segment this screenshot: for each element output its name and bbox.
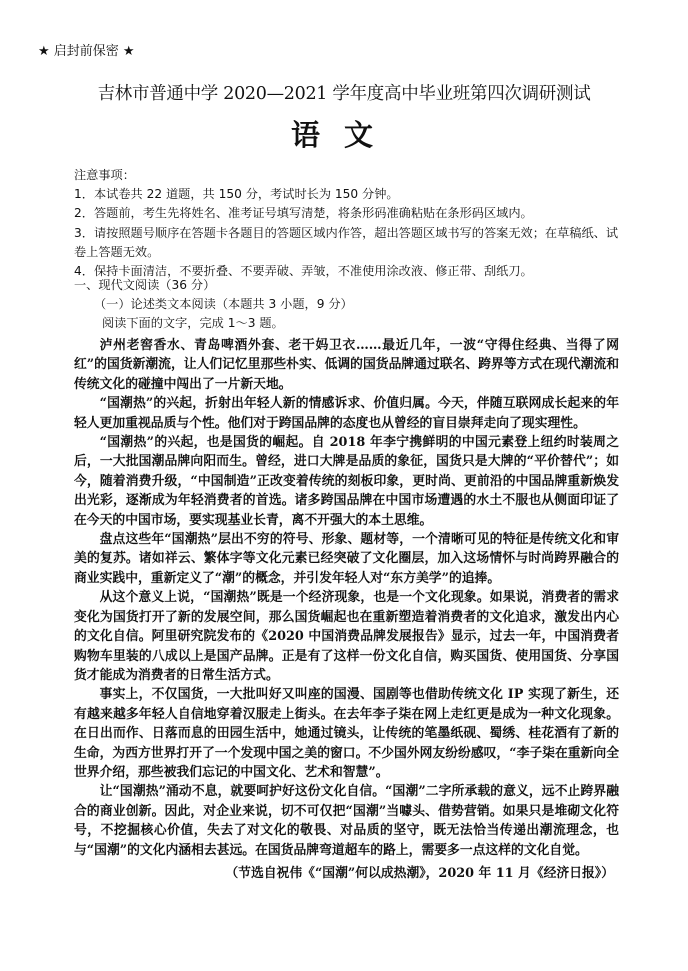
article-source: （节选自祝伟《“国潮”何以成热潮》，2020 年 11 月《经济日报》） [225,866,614,881]
notice-item: 2．答题前，考生先将姓名、准考证号填写清楚，将条形码准确粘贴在条形码区域内。 [74,206,533,221]
notice-item: 1．本试卷共 22 道题，共 150 分，考试时长为 150 分钟。 [74,187,399,202]
article-paragraph: “国潮热”的兴起，也是国货的崛起。自 2018 年李宁携鲜明的中国元素登上纽约时装周之后，一大批国潮品牌向阳而生。曾经，进口大牌是品质的象征，国货只是大牌的“平价替代”；如今，随着消费升级，“中国制造”正改变着传统的刻板印象，更时尚、更前沿的中国品牌重新焕发出光彩，逐渐成为年轻消费者的首选。诸多跨国品牌在中国市场遭遇的水土不服也从侧面印证了在今天的中国市场，要实现基业长青，离不开强大的本土思维。 [74,435,619,528]
notice-item: 3．请按照题号顺序在答题卡各题目的答题区域内作答，超出答题区域书写的答案无效；在草稿纸、试卷上答题无效。 [74,225,619,259]
notice-title: 注意事项： [74,168,135,182]
exam-title: 吉林市普通中学 2020—2021 学年度高中毕业班第四次调研测试 [97,84,591,104]
subject-title: 语文 [290,118,397,152]
article-paragraph: 盘点这些年“国潮热”层出不穷的符号、形象、题材等，一个清晰可见的特征是传统文化和审美的复苏。诸如祥云、繁体字等文化元素已经突破了文化圈层，加入这场情怀与时尚跨界融合的商业实践中，重新定义了“潮”的概念，并引发年轻人对“东方美学”的追捧。 [74,532,619,586]
notice-item: 4．保持卡面清洁，不要折叠、不要弄破、弄皱，不准使用涂改液、修正带、刮纸刀。 [74,264,533,279]
article-paragraph: 让“国潮热”涌动不息，就要呵护好这份文化自信。“国潮”二字所承载的意义，远不止跨界融合的商业创新。因此，对企业来说，切不可仅把“国潮”当噱头、借势营销。如果只是堆砌文化符号，不挖掘核心价值，失去了对文化的敬畏、对品质的坚守，既无法恰当传递出潮流理念，也与“国潮”的文化内涵相去甚远。在国货品牌弯道超车的路上，需要多一点这样的文化自觉。 [74,784,619,858]
confidential-label: ★ 启封前保密 ★ [38,44,135,59]
article-paragraph: 事实上，不仅国货，一大批叫好又叫座的国漫、国剧等也借助传统文化 IP 实现了新生，还有越来越多年轻人自信地穿着汉服走上街头。在去年李子柒在网上走红更是成为一种文化现象。在日出而作、日落而息的田园生活中，她通过镜头，让传统的笔墨纸砚、蜀绣、桂花酒有了新的生命，为西方世界打开了一个发现中国之美的窗口。不少国外网友纷纷感叹，“李子柒在重新向全世界介绍，那些被我们忘记的中国文化、艺术和智慧”。 [74,687,619,780]
article-paragraph: 从这个意义上说，“国潮热”既是一个经济现象，也是一个文化现象。如果说，消费者的需求变化为国货打开了新的发展空间，那么国货崛起也在重新塑造着消费者的文化追求，激发出内心的文化自信。阿里研究院发布的《2020 中国消费品牌发展报告》显示，过去一年，中国消费者购物车里装的八成以上是国产品牌。正是有了这样一份文化自信，购买国货、使用国货、分享国货才能成为消费者的日常生活方式。 [74,590,619,683]
article-paragraph: “国潮热”的兴起，折射出年轻人新的情感诉求、价值归属。今天，伴随互联网成长起来的年轻人更加重视品质与个性。他们对于跨国品牌的态度也从曾经的盲目崇拜走向了现实理性。 [74,396,619,431]
article-paragraph: 泸州老窖香水、青岛啤酒外套、老干妈卫衣……最近几年，一波“守得住经典、当得了网红”的国货新潮流，让人们记忆里那些朴实、低调的国货品牌通过联名、跨界等方式在现代潮流和传统文化的碰撞中闯出了一片新天地。 [74,338,619,392]
notice-block [74,166,634,281]
reading-instruction: 阅读下面的文字，完成 1～3 题。 [102,316,284,330]
subsection-title: （一）论述类文本阅读（本题共 3 小题，9 分） [94,297,353,311]
section-title: 一、现代文阅读（36 分） [74,278,216,292]
article-body [74,336,619,860]
